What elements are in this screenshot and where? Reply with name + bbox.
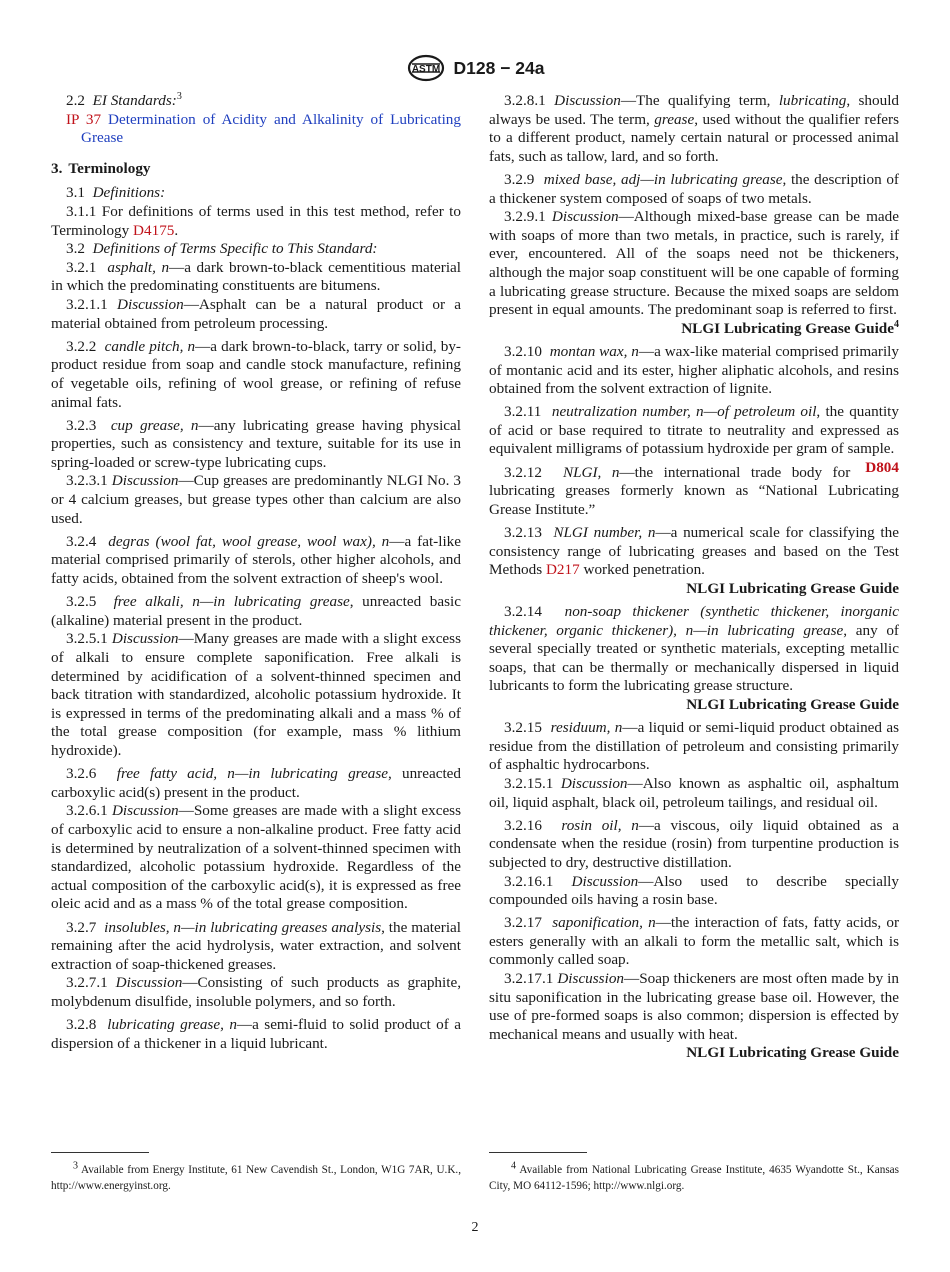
footnote-3: $^3$ Available from Energy Institute, 61 New Cavendish St., London, W1G 7AR, U.K., http://www.energyinst.org.	[51, 1160, 461, 1192]
def-3-2-5: 3.2.5 free alkali, n—in lubricating grease, unreacted basic (alkaline) material present in the product.	[51, 593, 461, 629]
def-3-2-2: 3.2.2 candle pitch, n—a dark brown-to-black, tarry or solid, by-product residue from soap and candle stock manufacture, refining of vegetable oils, refining of wool grease, or refining of refuse animal fats.	[51, 337, 461, 411]
source-nlgi-guide-3: NLGI Lubricating Grease Guide	[686, 695, 899, 713]
section-3-2: 3.2 Definitions of Terms Specific to This Standard:	[66, 240, 378, 258]
source-nlgi-guide-2: NLGI Lubricating Grease Guide	[686, 579, 899, 597]
def-3-2-3-1: 3.2.3.1 Discussion—Cup greases are predominantly NLGI No. 3 or 4 calcium greases, but grease types other than calcium are also used.	[51, 472, 462, 527]
footnote-divider-left	[51, 1152, 149, 1153]
def-3-2-5-1: 3.2.5.1 Discussion—Many greases are made with a slight excess of alkali to ensure complete saponification. Free alkali is determined by acidification of a solvent-thinned specimen and back titration with standardized, alcoholic potassium hydroxide. It is expressed in terms of the predominating alkali and a mass % of the total grease composition (for example, mass % lithium hydroxide).	[51, 630, 461, 759]
d217-link[interactable]: D217	[545, 561, 580, 579]
d4175-link[interactable]: D4175	[133, 221, 175, 239]
def-3-2-10: 3.2.10 montan wax, n—a wax-like material comprised primarily of montanic acid and its ester, higher aliphatic alcohols, and resins obtained from the solvent extraction of lignite.	[489, 342, 899, 398]
section-3-heading: 3. Terminology	[51, 159, 151, 177]
section-3-1-1: 3.1.1 For definitions of terms used in this test method, refer to Terminology D4175.	[51, 202, 461, 239]
footnote-4: $^4$ Available from National Lubricating Grease Institute, 4635 Wyandotte St., Kansas City, MO 64112-1596; http://www.nlgi.org.	[489, 1160, 899, 1192]
def-3-2-6-1: 3.2.6.1 Discussion—Some greases are made with a slight excess of carboxylic acid to ensure a non-alkaline product. Free fatty acid is determined by neutralization of a solvent-thinned specimen with standardized, alcoholic potassium hydroxide. Regardless of the actual composition of the carboxylic acid(s), it is expressed as free oleic acid and as a mass % of the total grease composition.	[51, 802, 462, 913]
def-3-2-8: 3.2.8 lubricating grease, n—a semi-fluid to solid product of a dispersion of a thickener in a liquid lubricant.	[51, 1016, 461, 1052]
def-3-2-7: 3.2.7 insolubles, n—in lubricating greases analysis, the material remaining after the acid hydrolysis, water extraction, and solvent extraction of soap-thickened greases.	[51, 918, 462, 973]
def-3-2-1-1: 3.2.1.1 Discussion—Asphalt can be a natural product or a material obtained from petroleum processing.	[51, 295, 462, 332]
page-number: 2	[471, 1220, 479, 1235]
def-3-2-1: 3.2.1 asphalt, n—a dark brown-to-black cementitious material in which the predominating constituents are bitumens.	[51, 258, 461, 295]
def-3-2-8-1: 3.2.8.1 Discussion—The qualifying term, lubricating, should always be used. The term, grease, used without the qualifier refers to a different product, namely certain natural or processed animal fats, such as tallow, lard, and so forth.	[489, 92, 900, 165]
section-2-2: 2.2 EI Standards:$^3$	[66, 90, 182, 109]
def-3-2-13: 3.2.13 NLGI number, n—a numerical scale for classifying the consistency range of lubricating greases and based on the Test Methods D217 worked penetration.	[489, 524, 899, 579]
def-3-2-15: 3.2.15 residuum, n—a liquid or semi-liquid product obtained as residue from the distillation of petroleum and consisting primarily of asphaltic hydrocarbons.	[489, 719, 900, 774]
source-nlgi-guide-4: NLGI Lubricating Grease Guide	[686, 1044, 899, 1062]
def-3-2-4: 3.2.4 degras (wool fat, wool grease, wool wax), n—a fat-like material comprised primarily of sterols, other higher alcohols, and fatty acids, obtained from the solvent extraction of sheep's wool.	[51, 532, 461, 588]
def-3-2-16: 3.2.16 rosin oil, n—a viscous, oily liquid obtained as a condensate when the residue (rosin) from turpentine production is subjected to dry, destructive distillation.	[489, 816, 900, 871]
def-3-2-16-1: 3.2.16.1 Discussion—Also used to describe specially compounded oils having a rosin base.	[489, 872, 899, 909]
def-3-2-17: 3.2.17 saponification, n—the interaction of fats, fatty acids, or esters generally with an alkali to form the metallic salt, which is commonly called soap.	[489, 914, 900, 969]
def-3-2-9: 3.2.9 mixed base, adj—in lubricating grease, the description of a thickener system composed of soaps of two metals.	[489, 170, 899, 207]
svg-text:ASTM: ASTM	[411, 64, 440, 75]
astm-logo-icon	[406, 54, 446, 82]
def-3-2-3: 3.2.3 cup grease, n—any lubricating grease having physical properties, such as consistency and texture, suitable for its use in spring-loaded or screw-type lubricating cups.	[51, 416, 462, 471]
def-3-2-7-1: 3.2.7.1 Discussion—Consisting of such products as graphite, molybdenum disulfide, insoluble polymers, and so forth.	[51, 974, 461, 1010]
def-3-2-12: 3.2.12 NLGI, n—the international trade body for lubricating greases formerly known as “National Lubricating Grease Institute.”	[489, 463, 899, 518]
def-3-2-6: 3.2.6 free fatty acid, n—in lubricating grease, unreacted carboxylic acid(s) present in the product.	[51, 765, 462, 801]
def-3-2-11: 3.2.11 neutralization number, n—of petroleum oil, the quantity of acid or base required to titrate to neutrality and expressed as equivalent milligrams of potassium hydroxide per gram of sample. D804	[489, 403, 899, 477]
ip37-reference[interactable]: IP 37 Determination of Acidity and Alkalinity of Lubricating Grease	[66, 110, 461, 147]
def-3-2-9-1: 3.2.9.1 Discussion—Although mixed-base grease can be made with soaps of more than two metals, in practice, such is rarely, if ever, encountered. All of the soaps need not be thickeners, although the major soap constituent will be one capable of forming a lubricating grease structure. Because the mixed soaps are seldom present in equal amounts. The predominant soap is referred to first.	[489, 208, 900, 319]
source-nlgi-guide-1: NLGI Lubricating Grease Guide$^4$	[681, 318, 899, 337]
right-column	[489, 92, 899, 1063]
document-id: D128 − 24a	[453, 57, 545, 78]
page-header	[0, 54, 950, 84]
footnote-divider-right	[489, 1152, 587, 1153]
def-3-2-17-1: 3.2.17.1 Discussion—Soap thickeners are most often made by in situ saponification in the lubricating grease base oil. However, the use of pre-formed soaps is also common; dispersion is effected by mechanical means and usually with heat. NLGI Lubricating Grease Guide	[489, 970, 899, 1062]
def-3-2-14: 3.2.14 non-soap thickener (synthetic thickener, inorganic thickener, organic thickener), n—in lubricating grease, any of several specially treated or synthetic materials, excepting metallic soaps, that can be thermally or mechanically dispersed in liquid lubricants to form the lubricating grease structure.	[489, 603, 899, 695]
left-column	[51, 92, 461, 1058]
def-3-2-15-1: 3.2.15.1 Discussion—Also known as asphaltic oil, asphaltum oil, liquid asphalt, black oil, petroleum tailings, and residual oil.	[489, 774, 900, 811]
d804-link[interactable]: D804	[865, 459, 899, 477]
section-3-1: 3.1 Definitions:	[66, 184, 166, 202]
